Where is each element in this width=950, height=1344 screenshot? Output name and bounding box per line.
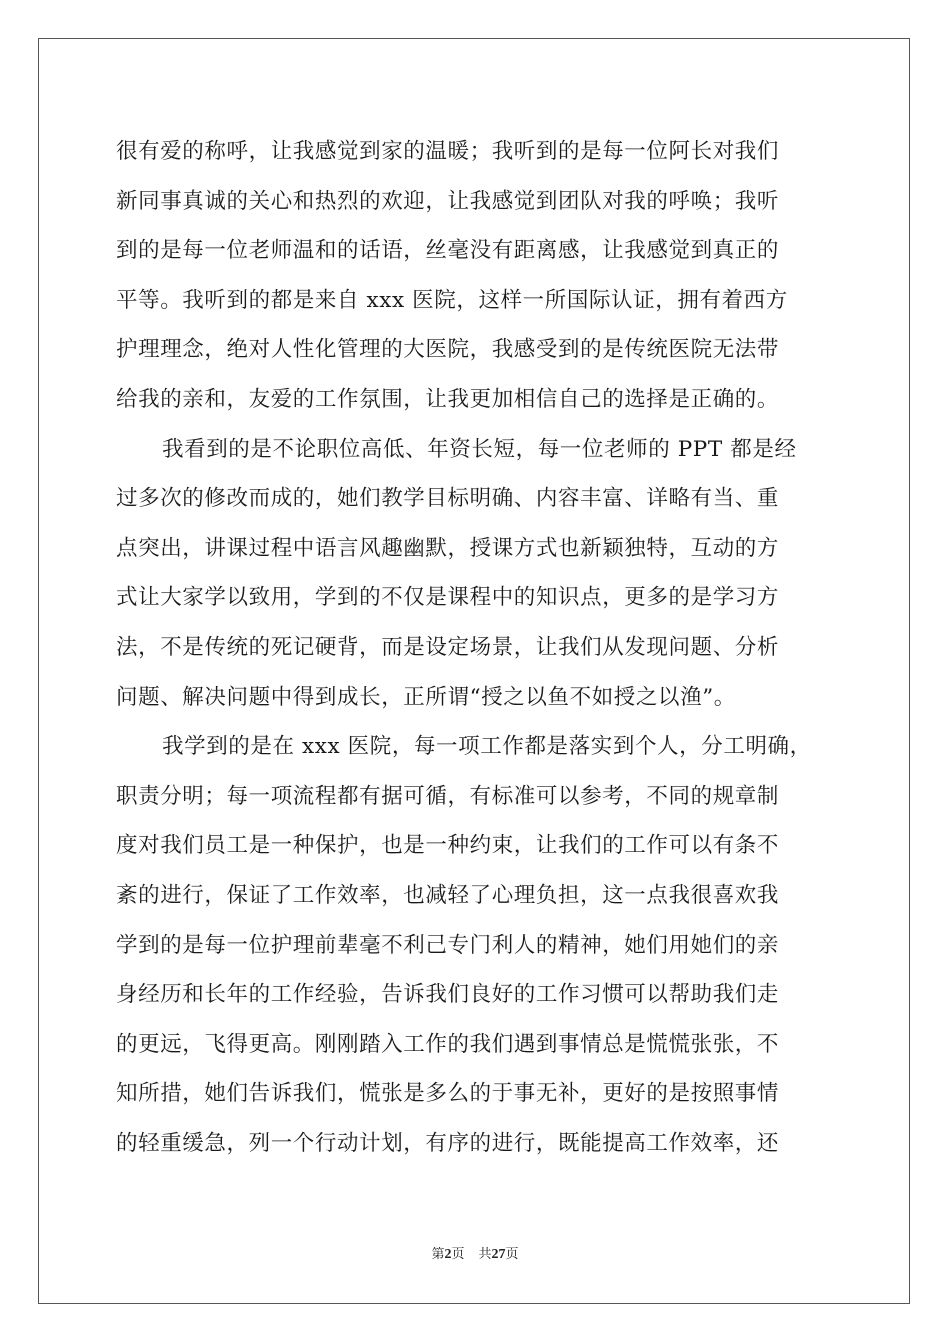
document-body bbox=[116, 127, 841, 1168]
text-line: 紊的进行，保证了工作效率，也减轻了心理负担，这一点我很喜欢我 bbox=[116, 882, 780, 908]
text-line: 法，不是传统的死记硬背，而是设定场景，让我们从发现问题、分析 bbox=[116, 634, 780, 660]
text-line: 度对我们员工是一种保护，也是一种约束，让我们的工作可以有条不 bbox=[116, 833, 780, 859]
text-line: 平等。我听到的都是来自 xxx 医院，这样一所国际认证，拥有着西方 bbox=[116, 287, 788, 313]
text-line: 新同事真诚的关心和热烈的欢迎，让我感觉到团队对我的呼唤；我听 bbox=[116, 188, 780, 214]
text-line: 护理理念，绝对人性化管理的大医院，我感受到的是传统医院无法带 bbox=[116, 337, 780, 363]
text-line: 很有爱的称呼，让我感觉到家的温暖；我听到的是每一位阿长对我们 bbox=[116, 139, 780, 164]
text-line: 职责分明；每一项流程都有据可循，有标准可以参考，不同的规章制 bbox=[116, 783, 780, 809]
text-line: 过多次的修改而成的，她们教学目标明确、内容丰富、详略有当、重 bbox=[116, 486, 780, 512]
text-line: 给我的亲和，友爱的工作氛围，让我更加相信自己的选择是正确的。 bbox=[116, 386, 780, 412]
text-line: 知所措，她们告诉我们，慌张是多么的于事无补，更好的是按照事情 bbox=[116, 1081, 780, 1107]
total-pages: 27 bbox=[491, 1247, 506, 1262]
total-prefix: 共 bbox=[478, 1247, 492, 1262]
text-line: 学到的是每一位护理前辈毫不利己专门利人的精神，她们用她们的亲 bbox=[116, 932, 780, 958]
text-line: 式让大家学以致用，学到的不仅是课程中的知识点，更多的是学习方 bbox=[116, 585, 780, 611]
text-line: 的轻重缓急，列一个行动计划，有序的进行，既能提高工作效率，还 bbox=[116, 1130, 780, 1156]
text-line: 的更远，飞得更高。刚刚踏入工作的我们遇到事情总是慌慌张张，不 bbox=[116, 1031, 780, 1057]
page-footer bbox=[0, 1246, 950, 1264]
text-line: 点突出，讲课过程中语言风趣幽默，授课方式也新颖独特，互动的方 bbox=[116, 535, 780, 561]
paragraph-start-line: 我看到的是不论职位高低、年资长短，每一位老师的 PPT 都是经 bbox=[162, 436, 797, 462]
text-line: 问题、解决问题中得到成长，正所谓“授之以鱼不如授之以渔”。 bbox=[116, 684, 736, 710]
text-line: 到的是每一位老师温和的话语，丝毫没有距离感，让我感觉到真正的 bbox=[116, 238, 780, 264]
page-prefix: 第 bbox=[431, 1247, 445, 1262]
total-suffix: 页 bbox=[505, 1247, 519, 1262]
page-number: 2 bbox=[444, 1247, 452, 1262]
text-line: 身经历和长年的工作经验，告诉我们良好的工作习惯可以帮助我们走 bbox=[116, 982, 780, 1008]
paragraph-start-line: 我学到的是在 xxx 医院，每一项工作都是落实到个人，分工明确， bbox=[162, 734, 812, 760]
page-suffix: 页 bbox=[451, 1247, 465, 1262]
